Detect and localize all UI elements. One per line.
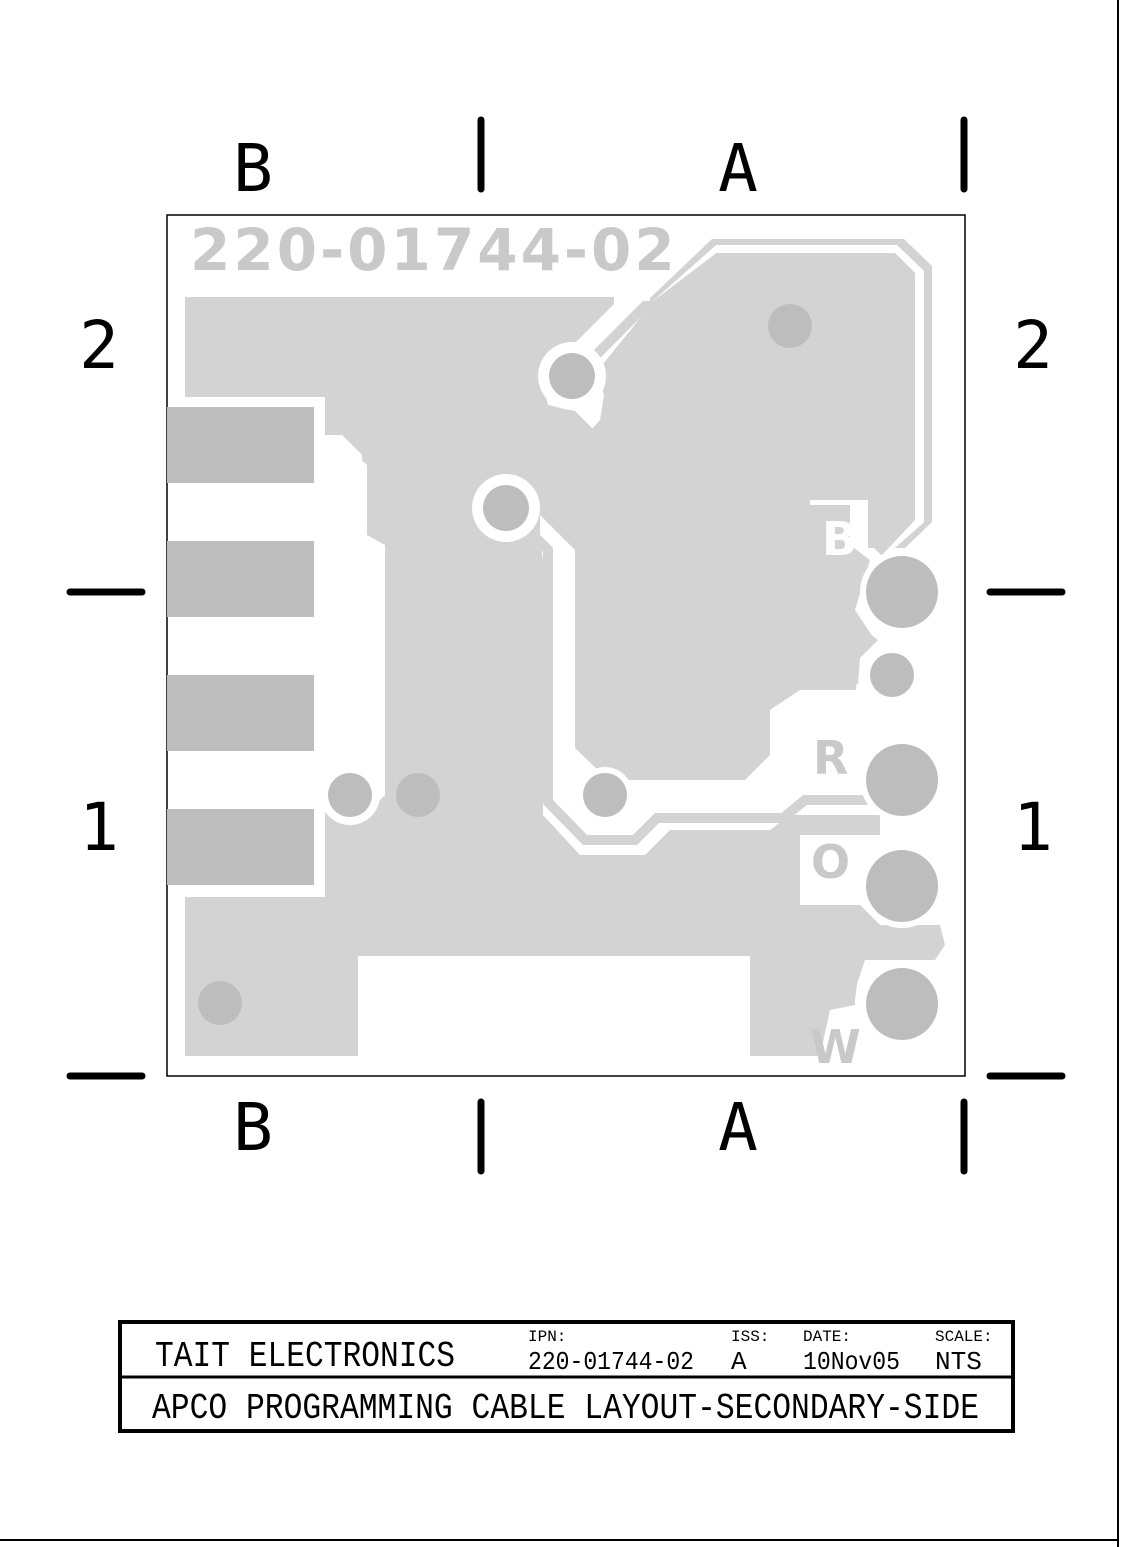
pad-label-b: B: [822, 512, 858, 566]
drawing-title: APCO PROGRAMMING CABLE LAYOUT-SECONDARY-SIDE: [152, 1388, 979, 1429]
via-plain-3: [198, 981, 242, 1025]
zone-label-right-2: 2: [1013, 307, 1053, 384]
title-block: [120, 1322, 1013, 1431]
via-plain-2: [396, 773, 440, 817]
scale-label: SCALE:: [935, 1328, 993, 1346]
zone-label-top-a: A: [718, 130, 758, 207]
pad-b: [866, 556, 938, 628]
pad-o: [866, 850, 938, 922]
edge-finger-4: [167, 809, 314, 885]
company-name: TAIT ELECTRONICS: [155, 1336, 455, 1377]
ipn-label: IPN:: [528, 1328, 567, 1346]
iss-label: ISS:: [731, 1328, 770, 1346]
zone-label-left-1: 1: [79, 789, 119, 866]
date-value: 10Nov05: [803, 1347, 900, 1377]
zone-label-right-1: 1: [1013, 789, 1053, 866]
pad-label-w: W: [810, 1020, 861, 1074]
pad-label-o: O: [811, 835, 851, 889]
pad-w: [866, 968, 938, 1040]
pcb-board: [167, 215, 965, 1076]
pad-r: [866, 744, 938, 816]
zone-label-top-b: B: [233, 130, 273, 207]
pad-small: [870, 653, 914, 697]
zone-label-bottom-b: B: [233, 1089, 273, 1166]
iss-value: A: [731, 1347, 747, 1377]
edge-finger-2: [167, 541, 314, 617]
edge-finger-3: [167, 675, 314, 751]
via-plain-1: [768, 304, 812, 348]
ipn-value: 220-01744-02: [528, 1347, 694, 1377]
board-part-number: 220-01744-02: [190, 216, 678, 284]
zone-label-bottom-a: A: [718, 1089, 758, 1166]
pad-label-r: R: [813, 731, 849, 785]
zone-label-left-2: 2: [79, 307, 119, 384]
date-label: DATE:: [803, 1328, 852, 1346]
scale-value: NTS: [935, 1347, 982, 1377]
edge-finger-1: [167, 407, 314, 483]
